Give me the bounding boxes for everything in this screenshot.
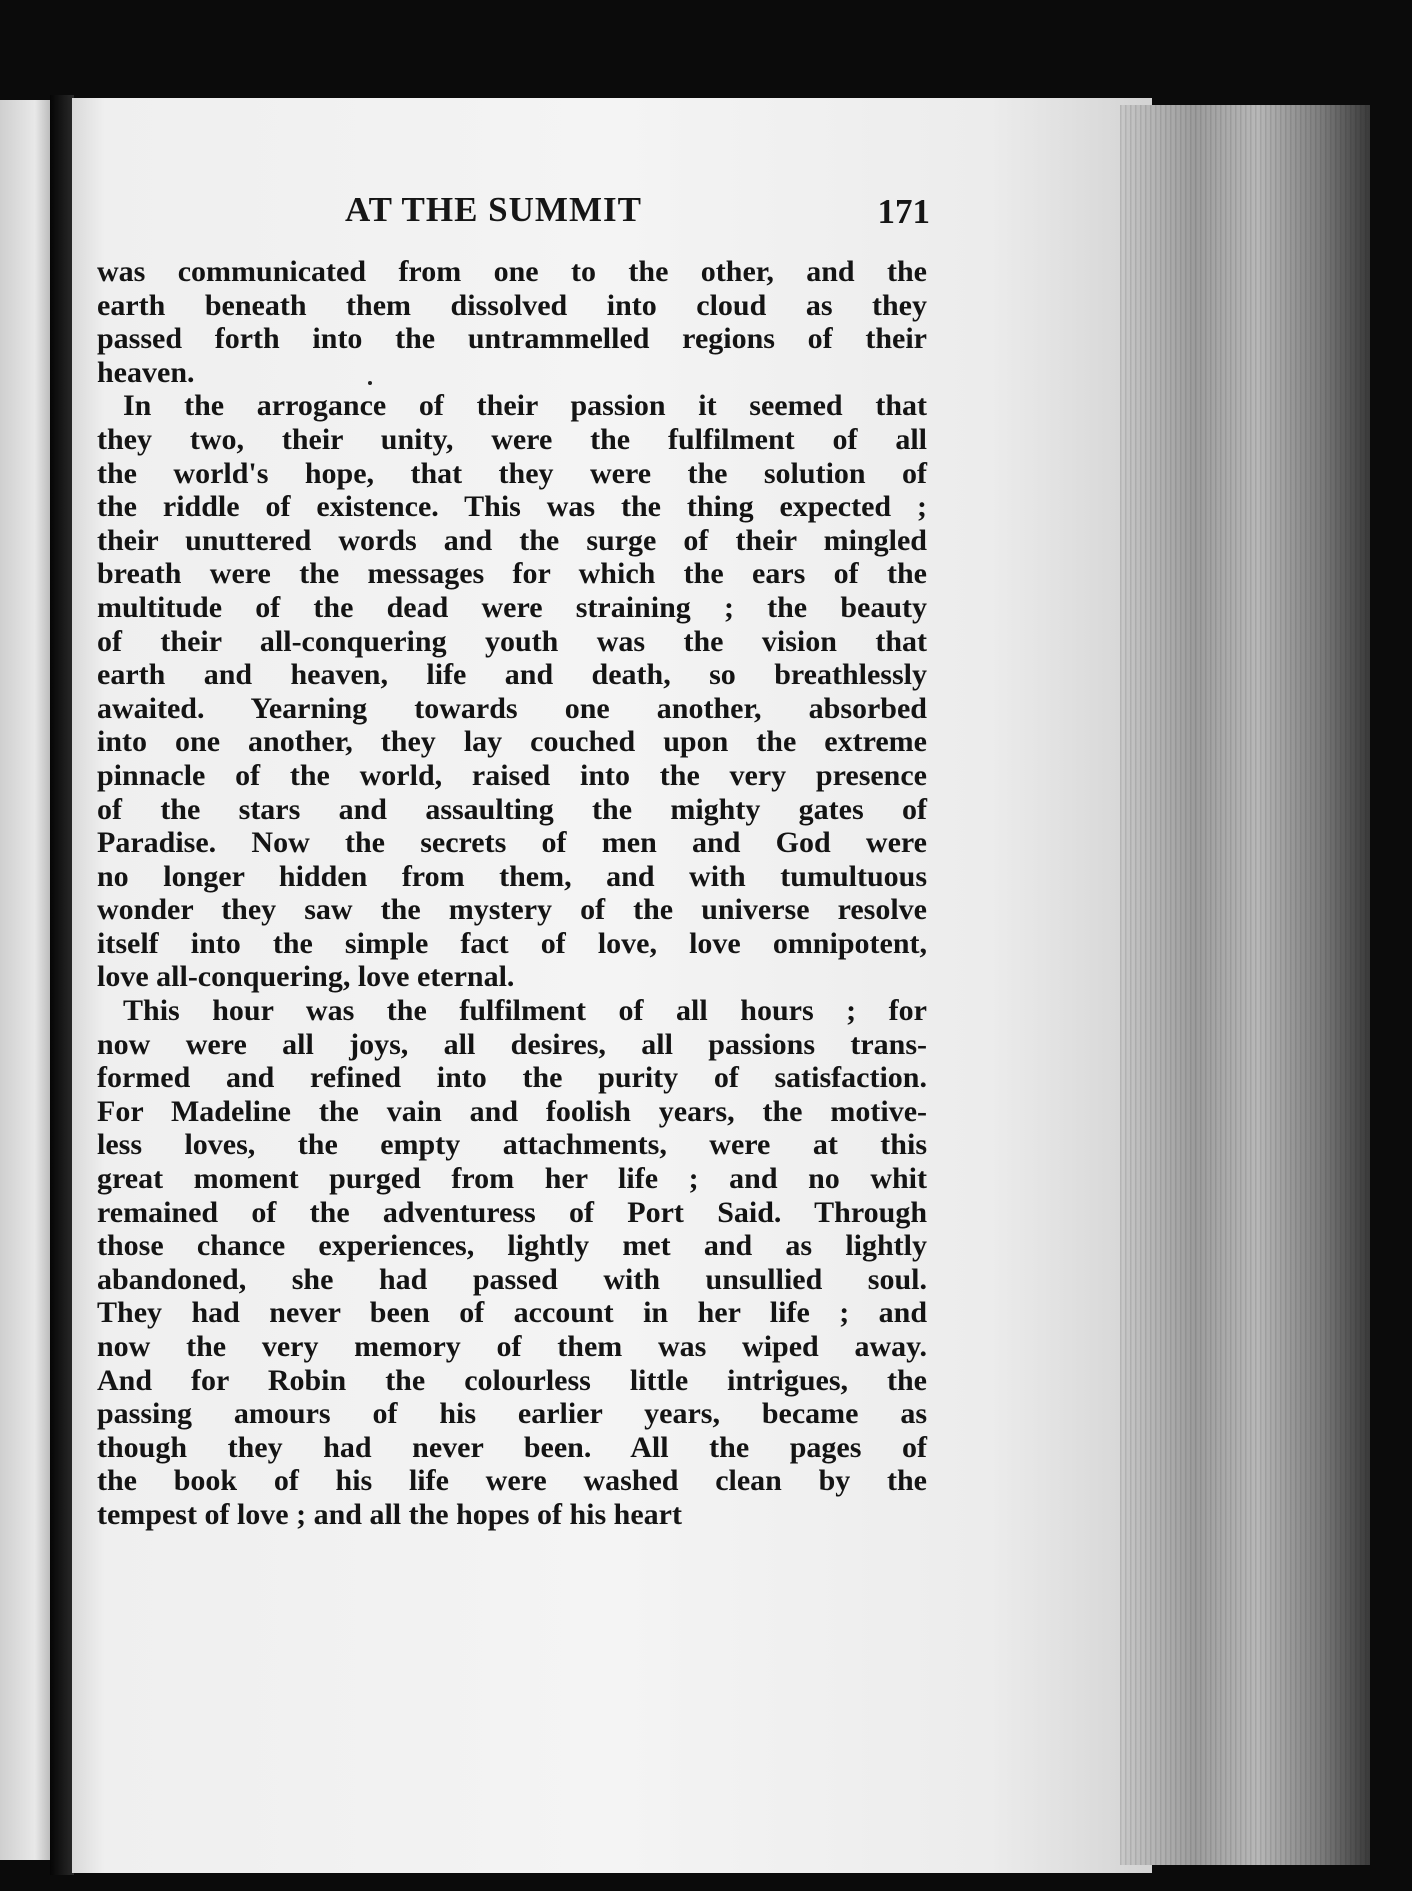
text-line: In the arrogance of their passion it seemed that <box>123 389 927 423</box>
text-line: multitude of the dead were straining ; the beauty <box>97 590 927 624</box>
chapter-title: AT THE SUMMIT <box>345 190 642 229</box>
text-line: they two, their unity, were the fulfilment of all <box>97 422 927 456</box>
text-line: awaited. Yearning towards one another, absorbed <box>97 691 927 725</box>
paragraph <box>97 255 927 389</box>
left-page-edge <box>0 100 50 1860</box>
text-line: This hour was the fulfilment of all hours ; for <box>123 994 927 1028</box>
running-head <box>100 190 930 240</box>
text-line: breath were the messages for which the ears of the <box>97 557 927 591</box>
book-gutter <box>50 95 74 1875</box>
text-line: remained of the adventuress of Port Said. Through <box>97 1195 927 1229</box>
print-speck <box>368 381 372 385</box>
text-line: now the very memory of them was wiped away. <box>97 1330 927 1363</box>
text-line: tempest of love ; and all the hopes of his heart <box>97 1497 682 1531</box>
text-line: though they had never been. All the pages of <box>97 1430 927 1464</box>
paragraph <box>97 389 927 994</box>
body-text <box>97 255 927 1532</box>
text-line: the book of his life were washed clean by the <box>97 1464 927 1498</box>
text-line: love all-conquering, love eternal. <box>97 960 515 994</box>
text-line: earth and heaven, life and death, so breathlessly <box>97 658 927 692</box>
text-line: formed and refined into the purity of satisfaction. <box>97 1061 927 1095</box>
text-line: And for Robin the colourless little intrigues, the <box>97 1363 927 1397</box>
text-line: abandoned, she had passed with unsullied soul. <box>97 1262 927 1296</box>
text-line: was communicated from one to the other, and the <box>97 255 927 288</box>
text-line: the riddle of existence. This was the thing expected ; <box>97 490 927 524</box>
text-line: those chance experiences, lightly met and as lightly <box>97 1229 927 1263</box>
text-line: Paradise. Now the secrets of men and God were <box>97 826 927 860</box>
page-number: 171 <box>877 192 930 231</box>
text-line: into one another, they lay couched upon the extreme <box>97 725 927 759</box>
text-line: passed forth into the untrammelled regions of their <box>97 322 927 356</box>
text-line: no longer hidden from them, and with tumultuous <box>97 859 927 893</box>
text-line: the world's hope, that they were the solution of <box>97 456 927 490</box>
text-line: wonder they saw the mystery of the universe resolve <box>97 893 927 927</box>
text-line: pinnacle of the world, raised into the very presence <box>97 758 927 792</box>
page-stack-edge <box>1120 105 1370 1865</box>
text-line: great moment purged from her life ; and no whit <box>97 1162 927 1196</box>
text-line: itself into the simple fact of love, love omnipotent, <box>97 926 927 960</box>
text-line: of the stars and assaulting the mighty gates of <box>97 792 927 826</box>
text-line: heaven. <box>97 355 195 389</box>
text-line: They had never been of account in her life ; and <box>97 1296 927 1330</box>
text-line: now were all joys, all desires, all passions trans- <box>97 1027 927 1061</box>
text-line: their unuttered words and the surge of their mingled <box>97 523 927 557</box>
text-line: passing amours of his earlier years, became as <box>97 1397 927 1431</box>
paragraph <box>97 994 927 1532</box>
text-line: earth beneath them dissolved into cloud as they <box>97 288 927 322</box>
text-line: For Madeline the vain and foolish years, the motive- <box>97 1094 927 1128</box>
text-line: less loves, the empty attachments, were at this <box>97 1128 927 1162</box>
text-line: of their all-conquering youth was the vision that <box>97 624 927 658</box>
